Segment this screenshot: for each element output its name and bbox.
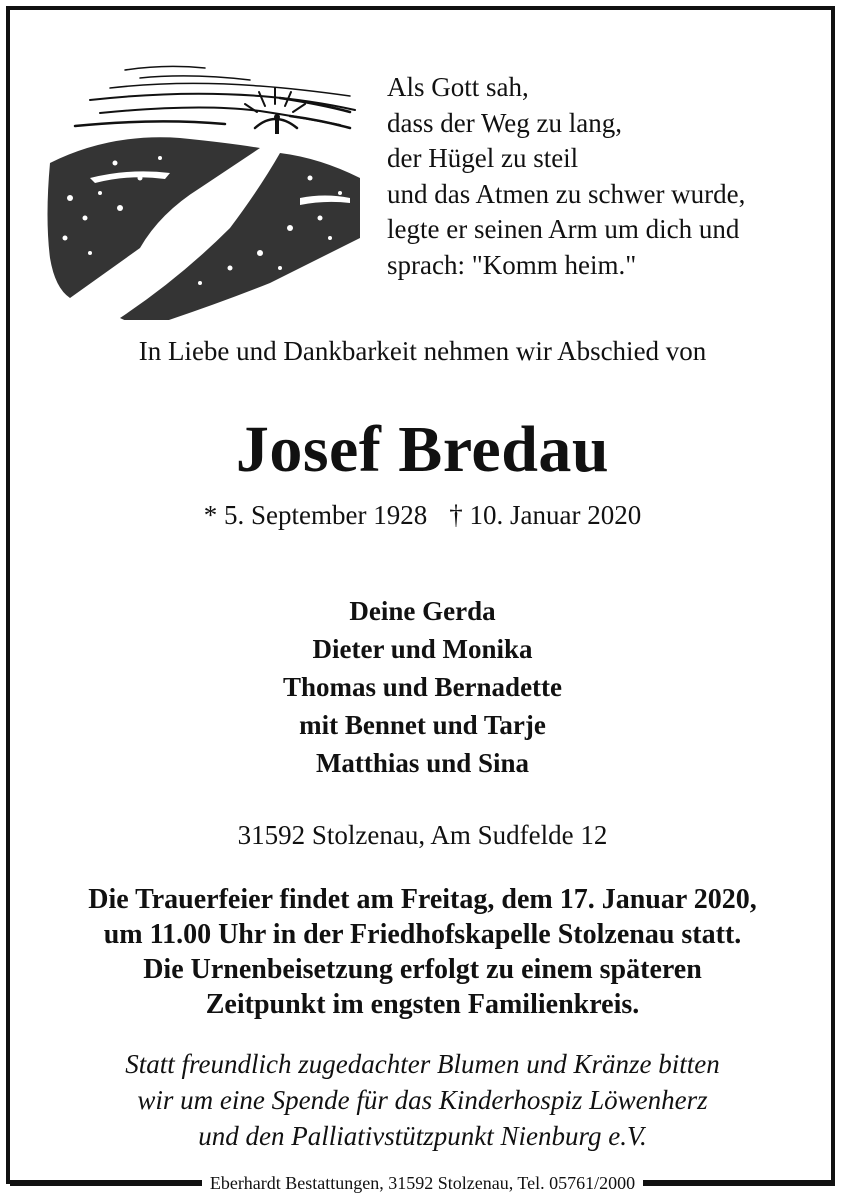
life-dates [0,500,845,531]
funeral-home-info: Eberhardt Bestattungen, 31592 Stolzenau, Tel. 05761/2000 [202,1173,643,1193]
poem-line: Als Gott sah, [387,72,529,102]
donation-line: und den Palliativstützpunkt Nienburg e.V. [198,1121,647,1151]
poem-line: sprach: "Komm heim." [387,249,637,280]
poem-line: dass der Weg zu lang, [387,107,623,138]
family-member: Thomas und Bernadette [282,672,563,702]
ceremony-line: Zeitpunkt im engsten Familienkreis. [205,989,640,1020]
poem-line: der Hügel zu steil [387,143,579,173]
footer [10,1173,835,1200]
intro-text: In Liebe und Dankbarkeit nehmen wir Abschied von [138,336,707,366]
landscape-illustration [30,58,370,320]
family-list [0,592,845,782]
ceremony-line: Die Trauerfeier findet am Freitag, dem 17. Januar 2020, [88,884,757,915]
poem-line: und das Atmen zu schwer wurde, [387,178,746,209]
donation-request [0,1046,845,1154]
deceased-name: Josef Bredau [235,413,610,486]
donation-line: Statt freundlich zugedachter Blumen und Kränze bitten [125,1049,720,1079]
family-member: mit Bennet und Tarje [299,710,546,740]
poem [387,70,745,283]
family-member: Dieter und Monika [312,634,533,664]
birth-date: * 5. September 1928 [203,500,428,530]
ceremony-info [0,882,845,1022]
death-date: † 10. Januar 2020 [449,500,642,530]
ceremony-line: Die Urnenbeisetzung erfolgt zu einem späteren [143,954,702,985]
family-member: Deine Gerda [349,596,496,626]
ceremony-line: um 11.00 Uhr in der Friedhofskapelle Stolzenau statt. [103,919,742,950]
family-member: Matthias und Sina [315,748,530,778]
donation-line: wir um eine Spende für das Kinderhospiz Löwenherz [137,1085,708,1115]
poem-line: legte er seinen Arm um dich und [387,214,740,244]
family-address: 31592 Stolzenau, Am Sudfelde 12 [237,820,608,850]
